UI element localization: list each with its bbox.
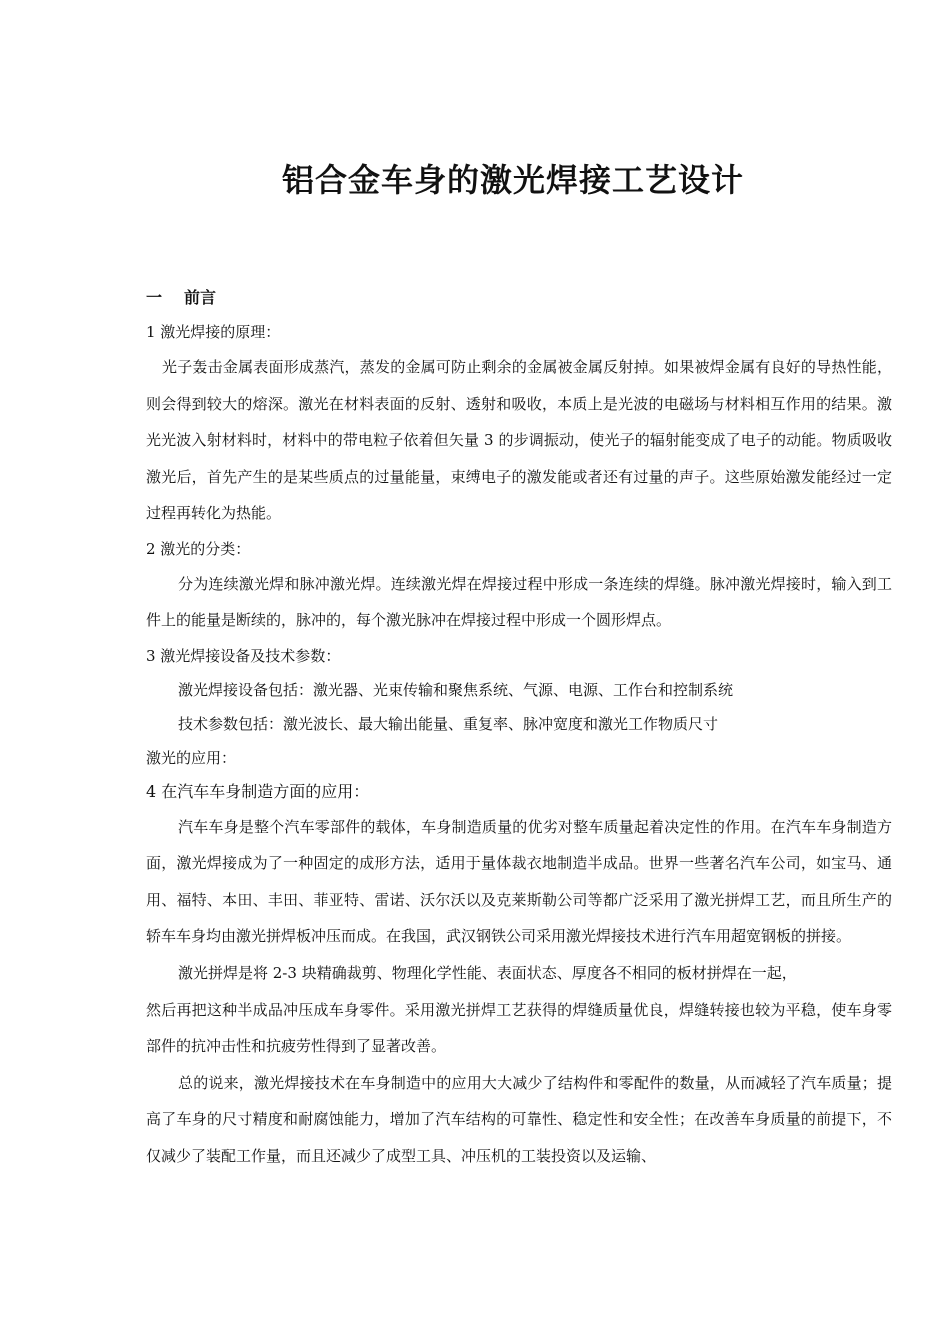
line-equipment: 激光焊接设备包括：激光器、光束传输和聚焦系统、气源、电源、工作台和控制系统 — [178, 680, 734, 699]
paragraph-laser-principle: 光子轰击金属表面形成蒸汽，蒸发的金属可防止剩余的金属被金属反射掉。如果被焊金属有良好的导热性能，则会得到较大的熔深。激光在材料表面的反射、透射和吸收，本质上是光波的电磁场与材料相互作用的结果。激光光波入射材料时，材料中的带电粒子依着但矢量 3 的步调振动，使光子的辐射能变成了电子的动能。物质吸收激光后，首先产生的是某些质点的过量能量，束缚电子的激发能或者还有过量的声子。这些原始激发能经过一定过程再转化为热能。 — [146, 358, 892, 522]
paragraph-summary: 总的说来，激光焊接技术在车身制造中的应用大大减少了结构件和零配件的数量，从而减轻了汽车质量；提高了车身的尺寸精度和耐腐蚀能力，增加了汽车结构的可靠性、稳定性和安全性；在改善车身质量的前提下，不仅减少了装配工作量，而且还减少了成型工具、冲压机的工装投资以及运输、 — [146, 1073, 892, 1165]
subheading-equipment-params: 3 激光焊接设备及技术参数： — [146, 646, 341, 665]
section-heading — [146, 283, 892, 313]
subheading-laser-types: 2 激光的分类： — [146, 539, 251, 558]
section-title: 前言 — [184, 288, 217, 307]
paragraph-car-body: 汽车车身是整个汽车零部件的载体，车身制造质量的优劣对整车质量起着决定性的作用。在汽车车身制造方面，激光焊接成为了一种固定的成形方法，适用于量体裁衣地制造半成品。世界一些著名汽车公司，如宝马、通用、福特、本田、丰田、菲亚特、雷诺、沃尔沃以及克莱斯勒公司等都广泛采用了激光拼焊工艺，而且所生产的轿车车身均由激光拼焊板冲压而成。在我国，武汉钢铁公司采用激光焊接技术进行汽车用超宽钢板的拼接。 — [146, 817, 892, 945]
line-applications: 激光的应用： — [146, 748, 237, 767]
paragraph-laser-types: 分为连续激光焊和脉冲激光焊。连续激光焊在焊接过程中形成一条连续的焊缝。脉冲激光焊接时，输入到工件上的能量是断续的，脉冲的，每个激光脉冲在焊接过程中形成一个圆形焊点。 — [146, 574, 892, 629]
paragraph-tailor-welding-first-line: 激光拼焊是将 2-3 块精确裁剪、物理化学性能、表面状态、厚度各不相同的板材拼焊在一起， — [178, 963, 797, 982]
document-title: 铝合金车身的激光焊接工艺设计 — [281, 161, 744, 199]
subheading-laser-principle: 1 激光焊接的原理： — [146, 323, 281, 341]
subheading-automotive-application: 4 在汽车车身制造方面的应用： — [146, 781, 370, 801]
paragraph-tailor-welding: 然后再把这种半成品冲压成车身零件。采用激光拼焊工艺获得的焊缝质量优良，焊缝转接也较为平稳，使车身零部件的抗冲击性和抗疲劳性得到了显著改善。 — [146, 1000, 892, 1055]
line-parameters: 技术参数包括：激光波长、最大输出能量、重复率、脉冲宽度和激光工作物质尺寸 — [178, 714, 719, 733]
section-number: 一 — [146, 288, 163, 307]
document-body — [146, 283, 892, 1174]
